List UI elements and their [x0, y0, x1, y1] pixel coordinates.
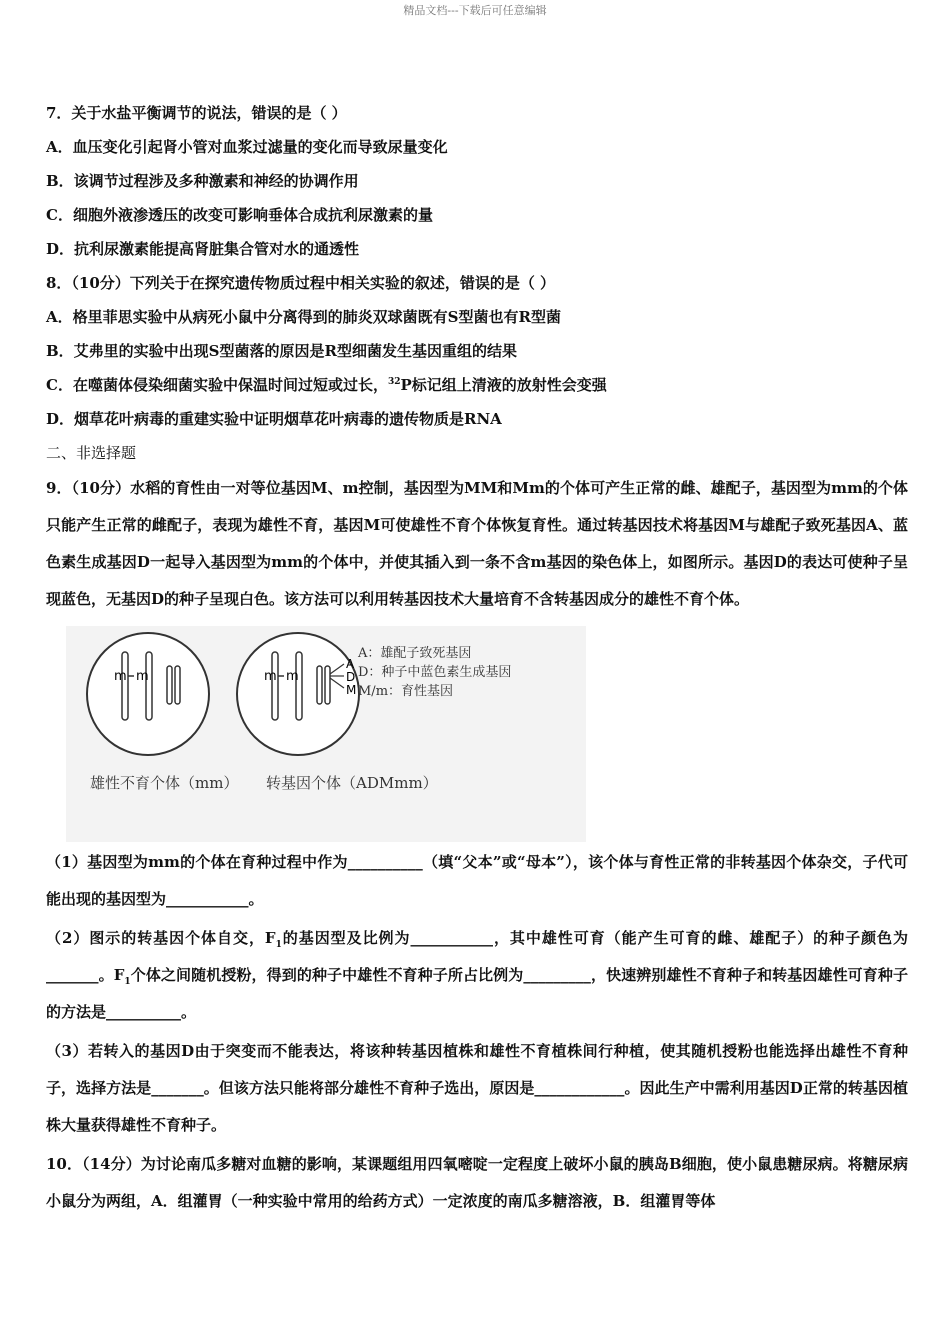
- chromosome-l1: [122, 652, 128, 720]
- page-header: 精品文档---下载后可任意编辑: [403, 4, 547, 17]
- q7-option-c: C．细胞外液渗透压的改变可影响垂体合成抗利尿激素的量: [46, 206, 433, 224]
- chromosome-r3: [317, 666, 322, 704]
- q8-option-b: B．艾弗里的实验中出现S型菌落的原因是R型细菌发生基因重组的结果: [46, 342, 517, 360]
- gene-label-m4: m: [286, 669, 299, 684]
- q7-option-a: A．血压变化引起肾小管对血浆过滤量的变化而导致尿量变化: [46, 138, 448, 156]
- gene-label-m3: m: [264, 669, 277, 684]
- q10-stem: 10．（14分）为讨论南瓜多糖对血糖的影响，某课题组用四氧嘧啶一定程度上破坏小鼠的胰岛B细胞，使小鼠患糖尿病。将糖尿病小鼠分为两组，A．组灌胃（一种实验中常用的给药方式）一定浓度的南瓜多糖溶液，B．组灌胃等体: [46, 1155, 908, 1210]
- legend-d: D：种子中蓝色素生成基因: [358, 665, 512, 680]
- chromosome-l2: [146, 652, 152, 720]
- q7-option-b: B．该调节过程涉及多种激素和神经的协调作用: [46, 172, 359, 190]
- gene-label-big-m: M: [346, 683, 357, 697]
- q9-part2-c: 个体之间随机授粉，得到的种子中雄性不育种子所占比例为_________，快速辨别雄性不育种子和转基因雄性可育种子的方法是__________。: [46, 966, 908, 1021]
- chromosome-l3: [167, 666, 172, 704]
- q9-stem: 9．（10分）水稻的育性由一对等位基因M、m控制，基因型为MM和Mm的个体可产生正常的雌、雄配子，基因型为mm的个体只能产生正常的雌配子，表现为雄性不育，基因M可使雄性不育个体恢复育性。通过转基因技术将基因M与雄配子致死基因A、蓝色素生成基因D一起导入基因型为mm的个体中，并使其插入到一条不含m基因的染色体上，如图所示。基因D的表达可使种子呈现蓝色，无基因D的种子呈现白色。该方法可以利用转基因技术大量培育不含转基因成分的雄性不育个体。: [46, 479, 908, 608]
- q8-option-c: [46, 368, 908, 402]
- q9-part2-sub2: 1: [124, 977, 131, 987]
- figure-legend: [358, 644, 511, 701]
- q8-option-d: D．烟草花叶病毒的重建实验中证明烟草花叶病毒的遗传物质是RNA: [46, 410, 502, 428]
- q8-stem: 8．（10分）下列关于在探究遗传物质过程中相关实验的叙述，错误的是（ ）: [46, 274, 556, 292]
- legend-a: A：雄配子致死基因: [358, 646, 472, 661]
- q7-stem: 7．关于水盐平衡调节的说法，错误的是（ ）: [46, 104, 347, 122]
- q8-option-a: A．格里菲思实验中从病死小鼠中分离得到的肺炎双球菌既有S型菌也有R型菌: [46, 308, 561, 326]
- document-body: [46, 96, 908, 1220]
- q9-part1: （1）基因型为mm的个体在育种过程中作为__________（填“父本”或“母本”），该个体与育性正常的非转基因个体杂交，子代可能出现的基因型为___________。: [46, 853, 908, 908]
- caption-left: 雄性不育个体（mm）: [90, 774, 239, 792]
- q8-option-c-post: P标记组上清液的放射性会变强: [400, 376, 607, 394]
- chromosome-figure: [66, 626, 586, 842]
- section-heading: 二、非选择题: [46, 444, 137, 462]
- gene-label-d: D: [346, 670, 356, 684]
- gene-label-m2: m: [136, 669, 149, 684]
- q9-part2: [46, 920, 908, 1031]
- gene-label-a: A: [346, 657, 355, 671]
- q9-part2-sub1: 1: [275, 940, 282, 950]
- q8-option-c-pre: C．在噬菌体侵染细菌实验中保温时间过短或过长，: [46, 376, 388, 394]
- chromosome-r1: [272, 652, 278, 720]
- caption-right: 转基因个体（ADMmm）: [266, 774, 438, 792]
- chromosome-r4: [325, 666, 330, 704]
- q8-option-c-sup: 32: [387, 377, 401, 387]
- gene-label-m1: m: [114, 669, 127, 684]
- q9-part3: （3）若转入的基因D由于突变而不能表达，将该种转基因植株和雄性不育植株间行种植，使其随机授粉也能选择出雄性不育种子，选择方法是_______。但该方法只能将部分雄性不育种子选出，原因是____________。因此生产中需利用基因D正常的转基因植株大量获得雄性不育种子。: [46, 1042, 908, 1134]
- q7-option-d: D．抗利尿激素能提高肾脏集合管对水的通透性: [46, 240, 360, 258]
- q9-part2-b: 的基因型及比例为___________，其中雄性可育（能产生可育的雌、雄配子）的种子颜色为_______。F: [46, 929, 908, 984]
- legend-m: M/m：育性基因: [358, 684, 454, 699]
- q9-part2-a: （2）图示的转基因个体自交，F: [46, 929, 276, 947]
- chromosome-r2: [296, 652, 302, 720]
- chromosome-l4: [175, 666, 180, 704]
